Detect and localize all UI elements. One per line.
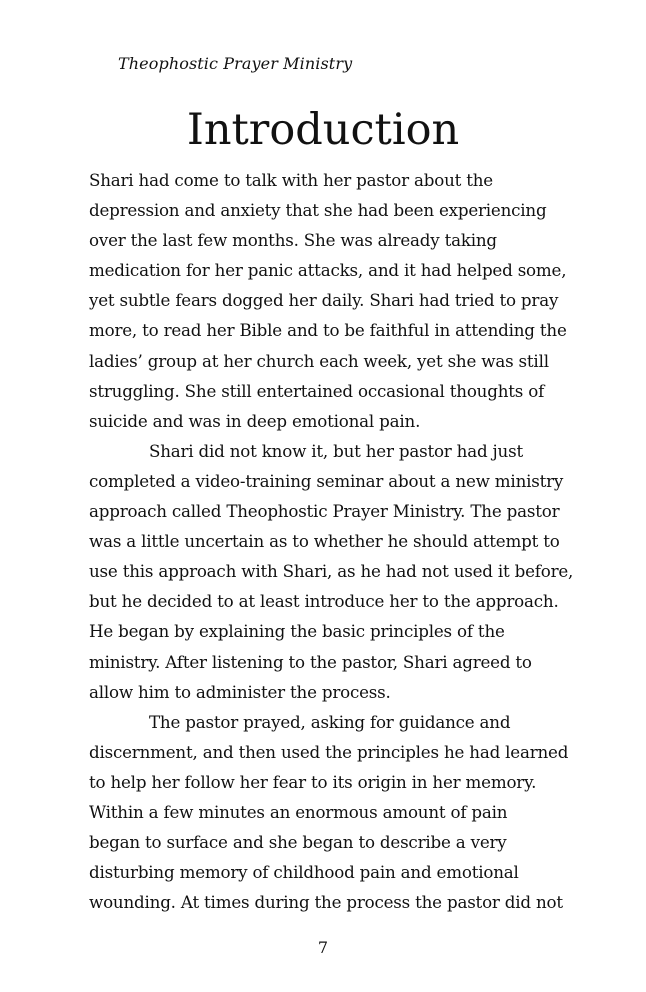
body-line: Shari had come to talk with her pastor about the (89, 170, 493, 190)
paragraph-start-line: Shari did not know it, but her pastor had just (149, 440, 523, 461)
body-line: was a little uncertain as to whether he should attempt to (89, 531, 560, 552)
running-header: Theophostic Prayer Ministry (118, 54, 353, 73)
body-line: struggling. She still entertained occasional thoughts of (89, 380, 545, 401)
body-line: wounding. At times during the process the pastor did not (89, 892, 563, 913)
body-line: approach called Theophostic Prayer Ministry. The pastor (89, 501, 560, 522)
body-line: but he decided to at least introduce her to the approach. (89, 591, 559, 612)
body-line: to help her follow her fear to its origin in her memory. (89, 771, 537, 792)
body-line: depression and anxiety that she had been experiencing (89, 200, 547, 221)
body-line: over the last few months. She was already taking (89, 230, 497, 251)
body-line: yet subtle fears dogged her daily. Shari had tried to pray (89, 290, 559, 311)
body-line: medication for her panic attacks, and it had helped some, (89, 260, 567, 281)
body-line: more, to read her Bible and to be faithful in attending the (89, 320, 567, 341)
body-line: Within a few minutes an enormous amount of pain (89, 801, 508, 822)
paragraph-start-line: The pastor prayed, asking for guidance and (149, 711, 511, 732)
body-line: began to surface and she began to describe a very (89, 832, 507, 853)
page-number: 7 (317, 938, 329, 957)
body-line: discernment, and then used the principles he had learned (89, 741, 569, 762)
body-line: ladies’ group at her church each week, yet she was still (89, 350, 549, 371)
chapter-title: Introduction (186, 105, 460, 155)
body-line: ministry. After listening to the pastor, Shari agreed to (89, 651, 532, 672)
body-line: completed a video-training seminar about a new ministry (89, 470, 564, 491)
body-line: suicide and was in deep emotional pain. (89, 410, 421, 431)
body-line: allow him to administer the process. (89, 681, 391, 702)
body-text (89, 165, 574, 917)
body-line: disturbing memory of childhood pain and emotional (89, 862, 519, 883)
body-line: He began by explaining the basic principles of the (89, 621, 505, 642)
body-line: use this approach with Shari, as he had not used it before, (89, 561, 574, 582)
